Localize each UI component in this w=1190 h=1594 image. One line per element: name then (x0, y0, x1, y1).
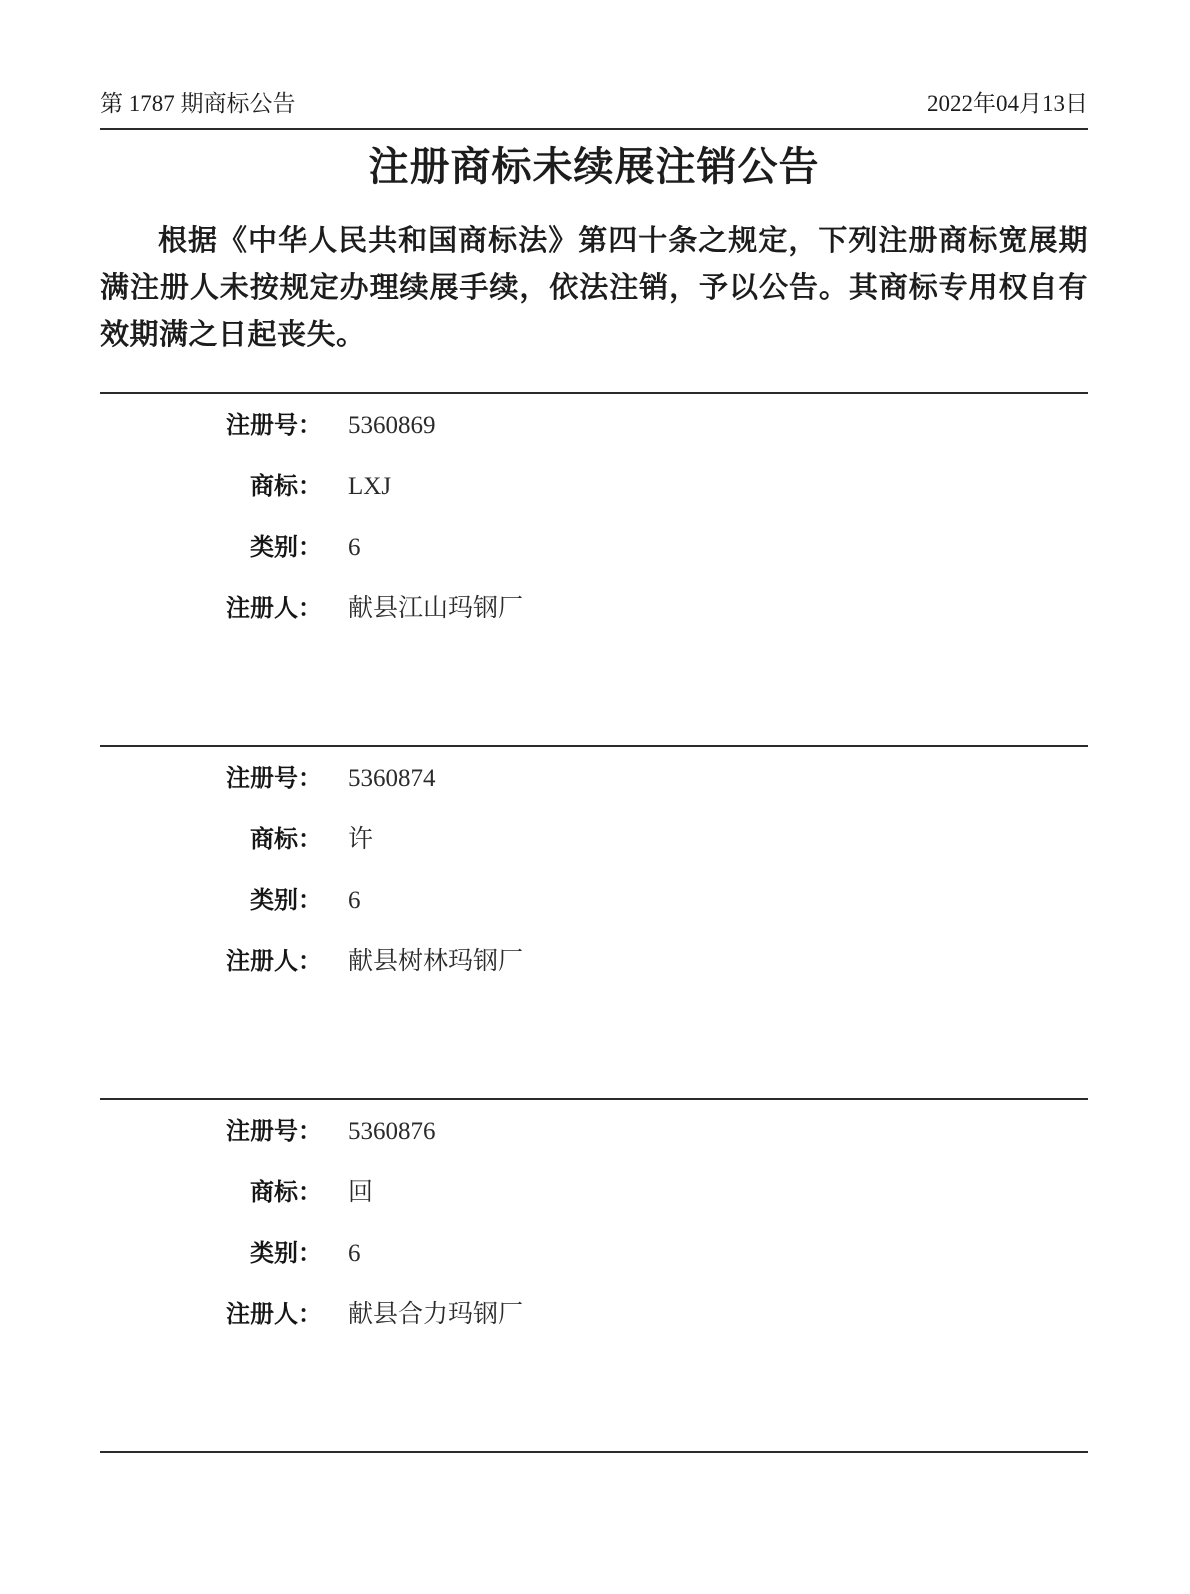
closing-divider (100, 1451, 1088, 1453)
gazette-issue: 第 1787 期商标公告 (100, 91, 296, 116)
registrant-label: 注册人： (226, 595, 322, 622)
trademark-row (100, 1178, 1088, 1208)
reg-no-row (100, 764, 1088, 794)
class-label: 类别： (250, 1240, 322, 1267)
trademark-entry-3 (100, 1098, 1088, 1451)
registrant-value: 献县树林玛钢厂 (348, 948, 524, 975)
reg-no-row (100, 1117, 1088, 1147)
registrant-row (100, 1300, 1088, 1330)
class-value: 6 (348, 887, 361, 914)
class-row (100, 886, 1088, 916)
page-header (100, 0, 1088, 130)
trademark-value: 许 (348, 826, 374, 853)
intro-paragraph: 根据《中华人民共和国商标法》第四十条之规定，下列注册商标宽展期满注册人未按规定办理续展手续，依法注销，予以公告。其商标专用权自有效期满之日起丧失。 (100, 225, 1088, 351)
registrant-row (100, 594, 1088, 624)
gazette-date: 2022年04月13日 (927, 91, 1088, 116)
trademark-entry-2 (100, 745, 1088, 1098)
registrant-label: 注册人： (226, 948, 322, 975)
trademark-value: 回 (348, 1179, 374, 1206)
reg-no-value: 5360869 (348, 412, 436, 439)
reg-no-label: 注册号： (226, 1118, 322, 1145)
trademark-entry-1 (100, 392, 1088, 745)
trademark-row (100, 825, 1088, 855)
registrant-row (100, 947, 1088, 977)
reg-no-value: 5360874 (348, 765, 436, 792)
reg-no-row (100, 411, 1088, 441)
class-label: 类别： (250, 534, 322, 561)
registrant-value: 献县江山玛钢厂 (348, 595, 524, 622)
registrant-value: 献县合力玛钢厂 (348, 1301, 524, 1328)
trademark-label: 商标： (250, 1179, 322, 1206)
reg-no-label: 注册号： (226, 765, 322, 792)
reg-no-value: 5360876 (348, 1118, 436, 1145)
entry-list (100, 392, 1088, 1453)
class-value: 6 (348, 534, 361, 561)
class-label: 类别： (250, 887, 322, 914)
trademark-label: 商标： (250, 473, 322, 500)
reg-no-label: 注册号： (226, 412, 322, 439)
page-title: 注册商标未续展注销公告 (368, 144, 820, 189)
class-row (100, 1239, 1088, 1269)
registrant-label: 注册人： (226, 1301, 322, 1328)
trademark-value: LXJ (348, 473, 392, 500)
trademark-row (100, 472, 1088, 502)
class-row (100, 533, 1088, 563)
class-value: 6 (348, 1240, 361, 1267)
trademark-label: 商标： (250, 826, 322, 853)
